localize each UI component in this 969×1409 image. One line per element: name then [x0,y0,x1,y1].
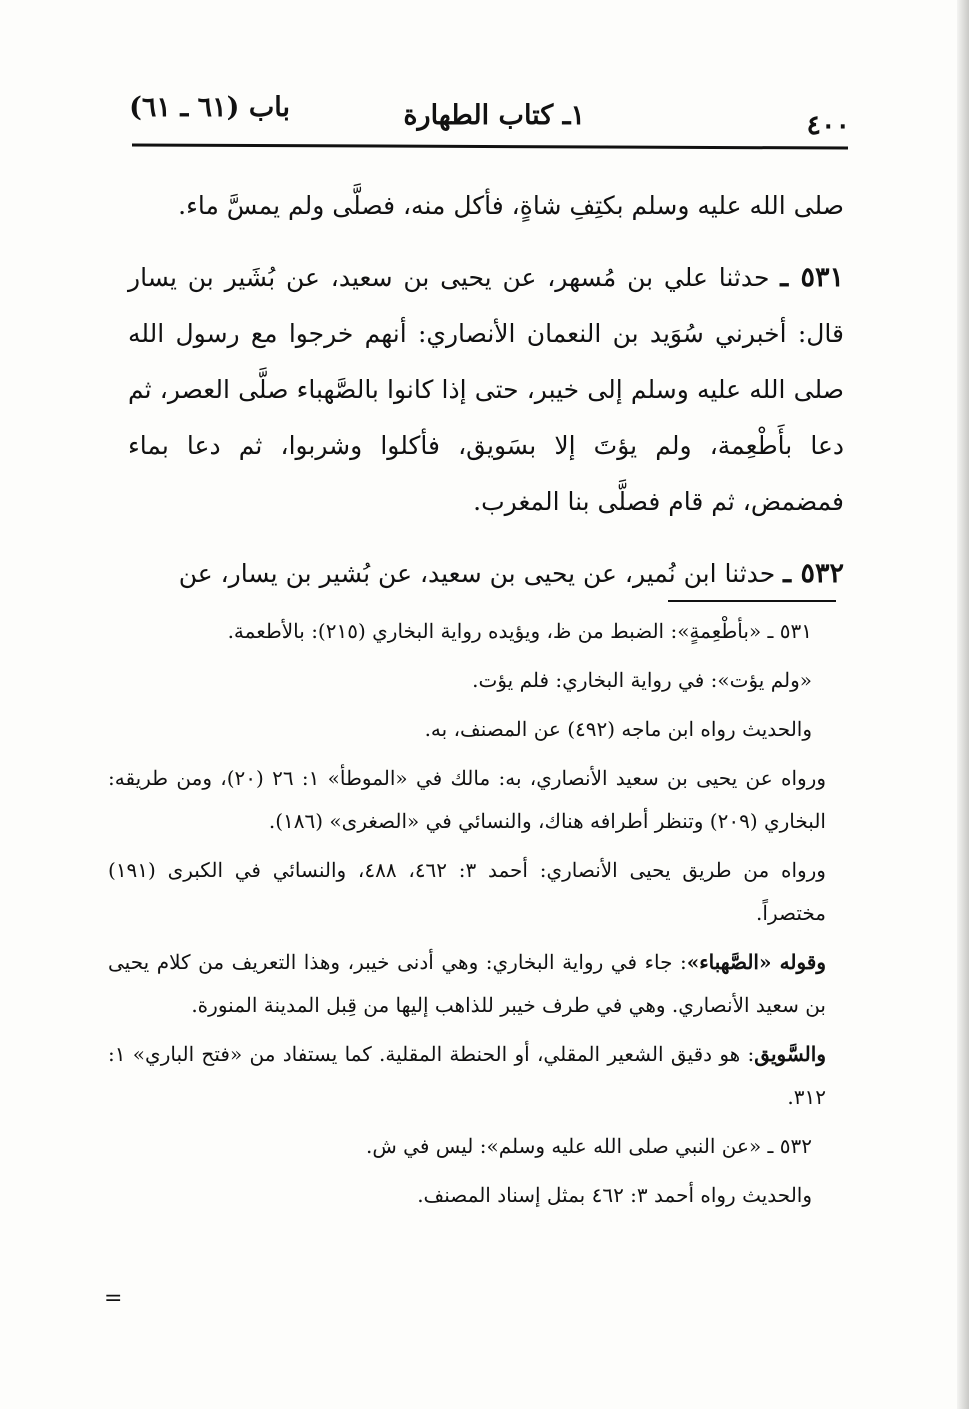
footnote: وقوله «الصَّهباء»: جاء في رواية البخاري: وهي أدنى خيبر، وهذا التعريف من كلام يحيى بن سعيد الأنصاري. وهي في طرف خيبر للذاهب إليها من قِبل المدينة المنورة. [108,950,827,1017]
running-header [110,92,850,142]
footnote-separator [668,600,836,602]
continuation-mark: = [104,1286,123,1311]
footnote: والحديث رواه ابن ماجه (٤٩٢) عن المصنف، به. [424,717,812,741]
footnote: والحديث رواه أحمد ٣: ٤٦٢ بمثل إسناد المصنف. [417,1183,812,1207]
page-number: ٤٠٠ [806,110,850,141]
footnote: ٥٣١ ـ «بأطْعِمةٍ»: الضبط من ظ، ويؤيده رواية البخاري (٢١٥): بالأطعمة. [227,619,812,643]
hadith-number: ٥٣٢ ـ [783,558,844,589]
paragraph-continuation: صلى الله عليه وسلم بكتِفِ شاةٍ، فأكل منه، فصلَّى ولم يمسَّ ماء. [178,191,844,220]
hadith-text: حدثنا ابن نُمير، عن يحيى بن سعيد، عن بُشير بن يسار، عن [178,559,784,588]
hadith-text: حدثنا علي بن مُسهر، عن يحيى بن سعيد، عن بُشَير بن يسار قال: أخبرني سُوَيد بن النعمان الأنصاري: أنهم خرجوا مع رسول الله صلى الله عليه وسلم إلى خيبر، حتى إذا كانوا بالصَّهباء صلَّى العصر، ثم دعا بأَطْعِمة، ولم يؤتَ إلا بسَويق، فأكلوا وشربوا، ثم دعا بماء فمضمض، ثم قام فصلَّى بنا المغرب. [128,263,844,516]
footnote-term: وقوله «الصَّهباء» [686,950,827,974]
page-edge-shadow [957,0,969,1409]
hadith-532 [128,546,844,602]
header-rule [132,143,848,149]
footnote: والسَّويق: هو دقيق الشعير المقلي، أو الحنطة المقلية. كما يستفاد من «فتح الباري» ١: ٣١٢. [108,1042,826,1109]
hadith-531 [128,250,844,530]
chapter-label: باب (٦١ ـ ٦١) [129,92,290,123]
main-text [128,178,844,618]
book-title: ١ـ كتاب الطهارة [403,100,585,131]
footnote: ٥٣٢ ـ «عن النبي صلى الله عليه وسلم»: ليس في ش. [366,1134,812,1158]
footnotes [108,610,826,1223]
footnote: «ولم يؤت»: في رواية البخاري: فلم يؤت. [472,668,812,692]
footnote: ورواه من طريق يحيى الأنصاري: أحمد ٣: ٤٦٢، ٤٨٨، والنسائي في الكبرى (١٩١) مختصراً. [108,858,826,925]
footnote-term: والسَّويق [754,1042,826,1066]
footnote: ورواه عن يحيى بن سعيد الأنصاري، به: مالك في «الموطأ» ١: ٢٦ (٢٠)، ومن طريقه: البخاري (٢٠٩) وتنظر أطرافه هناك، والنسائي في «الصغرى» (١٨٦). [108,766,826,833]
hadith-number: ٥٣١ ـ [780,262,844,293]
